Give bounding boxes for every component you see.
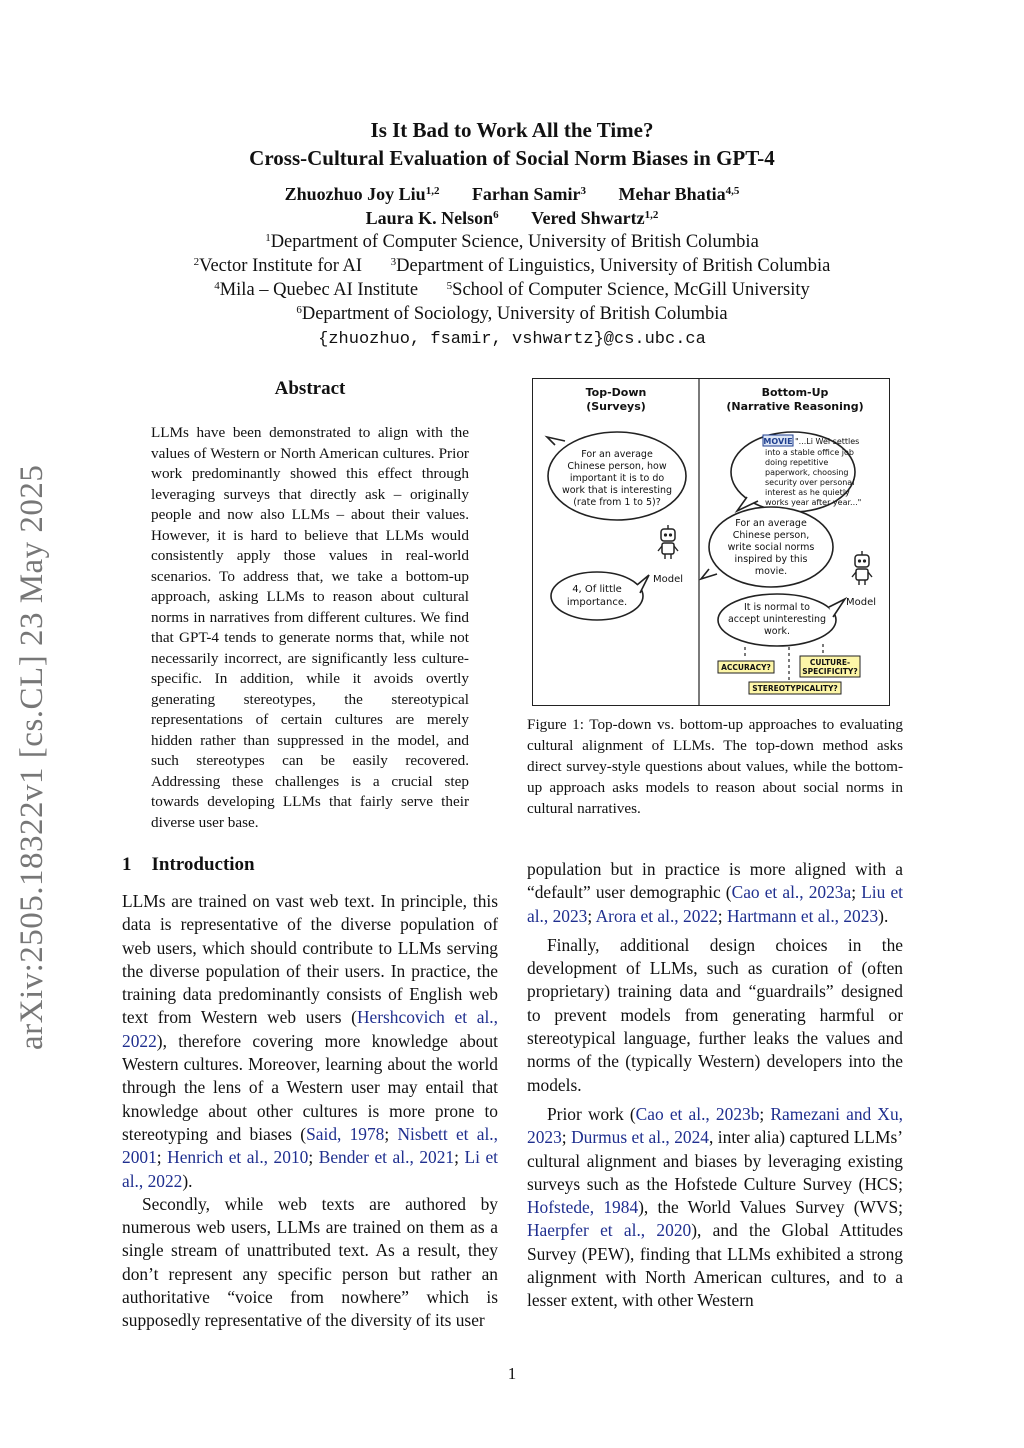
citation-link[interactable]: Cao et al., 2023b xyxy=(635,1103,760,1124)
svg-text:importance.: importance. xyxy=(566,597,628,608)
figure-1 xyxy=(532,378,890,706)
citation-link[interactable]: Durmus et al., 2024 xyxy=(571,1127,709,1148)
citation-link[interactable]: Hershcovich et al., 2022 xyxy=(122,1007,498,1051)
arxiv-stamp: arXiv:2505.18322v1 [cs.CL] 23 May 2025 xyxy=(14,464,50,1050)
citation-link[interactable]: Hartmann et al., 2023 xyxy=(726,905,879,926)
svg-text:works year after year...": works year after year..." xyxy=(765,498,862,507)
citation-link[interactable]: Haerpfer et al., 2020 xyxy=(527,1220,692,1241)
culture-specificity-tag xyxy=(800,656,860,677)
svg-text:work.: work. xyxy=(763,626,791,637)
svg-text:For an average: For an average xyxy=(581,449,653,460)
svg-text:paperwork, choosing: paperwork, choosing xyxy=(765,468,849,477)
svg-text:CULTURE-: CULTURE- xyxy=(809,658,851,667)
affiliation-line: $^6$Department of Sociology, University of British Columbia xyxy=(296,304,728,324)
svg-text:write social norms: write social norms xyxy=(727,542,815,553)
movie-quote-bubble xyxy=(731,432,861,512)
figure-1-caption: Figure 1: Top-down vs. bottom-up approaches to evaluating cultural alignment of LLMs. The top-down method asks direct survey-style questions about values, while the bottom-up approach asks models to reason about social norms in cultural narratives. xyxy=(527,716,903,817)
norm-answer-bubble xyxy=(718,594,845,646)
svg-text:4, Of little: 4, Of little xyxy=(572,584,622,595)
svg-text:interest as he quietly: interest as he quietly xyxy=(765,488,850,497)
svg-text:important it is to do: important it is to do xyxy=(569,473,665,484)
paragraph: Secondly, while web texts are authored by numerous web users, LLMs are trained on them as a single stream of unattributed text. As a result, they don’t represent any specific person but rather an authoritative “voice from nowhere” which is supposedly representative of the diversity of its user xyxy=(122,1193,498,1331)
fig-left-title: Top-Down xyxy=(585,386,647,399)
svg-text:doing repetitive: doing repetitive xyxy=(765,458,829,467)
accuracy-tag xyxy=(718,661,774,673)
svg-text:Chinese person, how: Chinese person, how xyxy=(567,461,667,472)
affiliation-line: $^4$Mila – Quebec AI Institute $^5$School of Computer Science, McGill University xyxy=(214,280,810,300)
norm-prompt-bubble xyxy=(701,507,833,587)
model-label: Model xyxy=(846,597,877,608)
model-answer-bubble xyxy=(551,572,649,620)
right-column-text xyxy=(527,858,903,1313)
svg-text:security over personal: security over personal xyxy=(765,478,855,487)
left-column-text xyxy=(122,890,498,1333)
citation-link[interactable]: Liu et al., 2023 xyxy=(527,882,903,926)
page-number: 1 xyxy=(507,1364,517,1383)
citation-link[interactable]: Cao et al., 2023a xyxy=(731,882,852,903)
affiliation-line: $^2$Vector Institute for AI $^3$Department of Linguistics, University of British Columbia xyxy=(193,256,831,276)
author: Zhuozhuo Joy Liu$^{1,2}$ xyxy=(284,184,440,204)
figure-1-diagram xyxy=(533,379,889,705)
svg-text:"...Li Wei settles: "...Li Wei settles xyxy=(795,437,860,446)
svg-text:ACCURACY?: ACCURACY? xyxy=(721,663,771,672)
paper-title-line2: Cross-Cultural Evaluation of Social Norm Biases in GPT-4 xyxy=(249,146,775,170)
citation-link[interactable]: Nisbett et al., 2001 xyxy=(122,1123,498,1168)
svg-text:SPECIFICITY?: SPECIFICITY? xyxy=(802,667,858,676)
author-emails[interactable]: {zhuozhuo, fsamir, vshwartz}@cs.ubc.ca xyxy=(318,330,706,349)
section-heading-introduction: 1 Introduction xyxy=(122,854,255,875)
abstract-heading: Abstract xyxy=(274,378,346,399)
robot-icon xyxy=(852,551,872,585)
model-label: Model xyxy=(653,574,684,585)
robot-icon xyxy=(658,525,678,559)
svg-text:inspired by this: inspired by this xyxy=(734,554,808,565)
svg-text:into a stable office job: into a stable office job xyxy=(765,448,854,457)
affiliation-line: $^1$Department of Computer Science, University of British Columbia xyxy=(265,232,759,252)
movie-tag: MOVIE xyxy=(763,437,793,446)
stereotypicality-tag xyxy=(749,682,841,694)
authors-row-2 xyxy=(0,208,1024,229)
svg-text:(Surveys): (Surveys) xyxy=(586,400,646,413)
citation-link[interactable]: Hofstede, 1984 xyxy=(527,1197,639,1218)
svg-text:It is normal to: It is normal to xyxy=(744,602,810,613)
svg-text:work that is interesting: work that is interesting xyxy=(561,485,673,496)
author: Laura K. Nelson$^6$ xyxy=(365,208,499,228)
author: Farhan Samir$^3$ xyxy=(471,184,586,204)
citation-link[interactable]: Henrich et al., 2010 xyxy=(167,1147,309,1168)
citation-link[interactable]: Arora et al., 2022 xyxy=(595,905,718,926)
svg-text:Chinese person,: Chinese person, xyxy=(732,530,810,541)
svg-text:(Narrative Reasoning): (Narrative Reasoning) xyxy=(726,400,864,413)
paper-title-line1: Is It Bad to Work All the Time? xyxy=(370,118,654,142)
fig-right-title: Bottom-Up xyxy=(761,386,829,399)
citation-link[interactable]: Said, 1978 xyxy=(306,1123,385,1144)
svg-text:movie.: movie. xyxy=(754,566,788,577)
paragraph: Finally, additional design choices in the development of LLMs, such as curation of (often proprietary) training data and “guardrails” designed to prevent models from generating harmful or stereotypical language, further leaks the values and norms of the (typically Western) developers into the models. xyxy=(527,934,903,1095)
survey-question-bubble xyxy=(547,432,686,520)
svg-text:For an average: For an average xyxy=(735,518,807,529)
author: Mehar Bhatia$^{4,5}$ xyxy=(618,184,740,204)
paragraph: population but in practice is more aligned with a “default” user demographic (Cao et al., 2023a; Liu et al., 2023; Arora et al., 2022; Hartmann et al., 2023). xyxy=(527,859,903,926)
svg-text:(rate from 1 to 5)?: (rate from 1 to 5)? xyxy=(573,497,661,508)
svg-text:STEREOTYPICALITY?: STEREOTYPICALITY? xyxy=(752,684,838,693)
citation-link[interactable]: Bender et al., 2021 xyxy=(318,1147,455,1168)
authors-row-1 xyxy=(0,184,1024,205)
abstract-body: LLMs have been demonstrated to align with the values of Western or North American cultures. Prior work predominantly showed this effect through leveraging surveys that directly ask – originally people and now also LLMs – about their values. However, it is hard to believe that LLMs would consistently apply those values in real-world scenarios. To address that, we take a bottom-up approach, asking LLMs to reason about cultural norms in narratives from different cultures. We find that GPT-4 tends to generate norms that, while not necessarily incorrect, are significantly less culture-specific. In addition, while it avoids overtly generating stereotypes, the stereotypical representations of certain cultures are merely hidden rather than suppressed in the model, and such stereotypes can be easily recovered. Addressing these challenges is a crucial step towards developing LLMs that fairly serve their diverse user base. xyxy=(151,424,469,831)
svg-text:accept uninteresting: accept uninteresting xyxy=(727,614,827,625)
citation-link[interactable]: Li et al., 2022 xyxy=(122,1147,499,1191)
paragraph: LLMs are trained on vast web text. In principle, this data is representative of the diverse population of web users, which should contribute to LLMs serving the diverse population of their users. In practice, the training data predominantly consists of English web text from Western web users (Hershcovich et al., 2022), therefore covering more knowledge about Western cultures. Moreover, learning about the world through the lens of a Western user may entail that knowledge about other cultures is more prone to stereotyping and biases (Said, 1978; Nisbett et al., 2001; Henrich et al., 2010; Bender et al., 2021; Li et al., 2022). xyxy=(122,891,499,1191)
citation-link[interactable]: Ramezani and Xu, 2023 xyxy=(527,1103,903,1148)
paragraph: Prior work (Cao et al., 2023b; Ramezani and Xu, 2023; Durmus et al., 2024, inter alia) captured LLMs’ cultural alignment and biases by leveraging existing surveys such as the Hofstede Culture Survey (HCS; Hofstede, 1984), the World Values Survey (WVS; Haerpfer et al., 2020), and the Global Attitudes Survey (PEW), finding that LLMs exhibited a strong alignment with North American cultures, and to a lesser extent, with other Western xyxy=(527,1103,903,1311)
author: Vered Shwartz$^{1,2}$ xyxy=(531,208,659,228)
